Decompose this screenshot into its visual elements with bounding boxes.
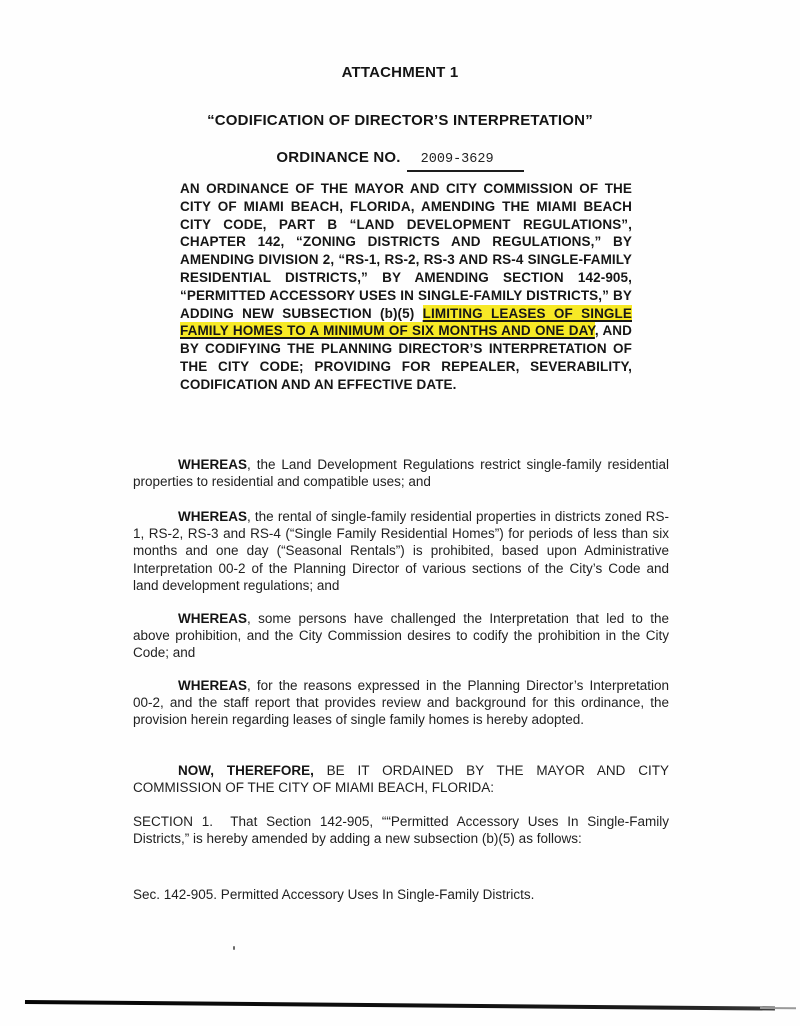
- scan-line-artifact: [25, 1000, 775, 1010]
- paragraph-text: , the rental of single-family residential properties in districts zoned RS-1, RS-2, RS-3 and RS-4 (“Single Family Residential Homes”) for periods of less than six months and one day (“Seasonal Rentals”) is prohibited, based upon Administrative Interpretation 00-2 of the Planning Director of various sections of the City’s Code and land development regulations; and: [133, 508, 669, 594]
- section-1-label: SECTION 1.: [133, 813, 214, 829]
- whereas-paragraph-1: [133, 456, 669, 491]
- now-therefore-keyword: NOW, THEREFORE,: [178, 762, 314, 778]
- ordinance-number-label: ORDINANCE NO.: [276, 149, 401, 166]
- whereas-keyword: WHEREAS: [178, 508, 248, 524]
- paragraph-text: , the Land Development Regulations restrict single-family residential properties to residential and compatible uses; and: [133, 456, 669, 489]
- highlighted-phrase: LIMITING LEASES OF SINGLE FAMILY HOMES TO A MINIMUM OF SIX MONTHS AND ONE DAY: [180, 305, 632, 339]
- ordinance-number-value: 2009-3629: [407, 152, 524, 172]
- paragraph-text: BE IT ORDAINED BY THE MAYOR AND CITY COMMISSION OF THE CITY OF MIAMI BEACH, FLORIDA:: [133, 762, 669, 795]
- ordinance-number-line: [0, 149, 800, 172]
- attachment-title: ATTACHMENT 1: [341, 64, 459, 81]
- section-1-paragraph: [133, 813, 669, 848]
- scan-speck-artifact: [233, 946, 235, 950]
- ordinance-recital-pre: AN ORDINANCE OF THE MAYOR AND CITY COMMISSION OF THE CITY OF MIAMI BEACH, FLORIDA, AMENDING THE MIAMI BEACH CITY CODE, PART B “LAND DEVELOPMENT REGULATIONS”, CHAPTER 142, “ZONING DISTRICTS AND REGULATIONS,” BY AMENDING DIVISION 2, “RS-1, RS-2, RS-3 AND RS-4 SINGLE-FAMILY RESIDENTIAL DISTRICTS,” BY AMENDING SECTION 142-905, “PERMITTED ACCESSORY USES IN SINGLE-FAMILY DISTRICTS,” BY ADDING NEW SUBSECTION (b)(5): [180, 181, 632, 321]
- whereas-paragraph-2: [133, 508, 669, 595]
- ordinance-recital-block: [180, 180, 632, 394]
- now-therefore-paragraph: [133, 762, 669, 797]
- whereas-keyword: WHEREAS: [178, 677, 248, 693]
- scan-line-tail-artifact: [760, 1007, 796, 1009]
- whereas-paragraph-4: [133, 677, 669, 729]
- paragraph-text: That Section 142-905, ““Permitted Accessory Uses In Single-Family Districts,” is hereby amended by adding a new subsection (b)(5) as follows:: [133, 813, 670, 846]
- sec-142-905-heading: Sec. 142-905. Permitted Accessory Uses In Single-Family Districts.: [133, 886, 535, 902]
- whereas-keyword: WHEREAS: [178, 456, 248, 472]
- paragraph-text: , some persons have challenged the Interpretation that led to the above prohibition, and the City Commission desires to codify the prohibition in the City Code; and: [133, 610, 669, 661]
- paragraph-text: , for the reasons expressed in the Planning Director’s Interpretation 00-2, and the staff report that provides review and background for this ordinance, the provision herein regarding leases of single family homes is hereby adopted.: [133, 677, 669, 728]
- whereas-paragraph-3: [133, 610, 669, 662]
- whereas-keyword: WHEREAS: [178, 610, 248, 626]
- ordinance-recital-post: , AND BY CODIFYING THE PLANNING DIRECTOR’S INTERPRETATION OF THE CITY CODE; PROVIDING FOR REPEALER, SEVERABILITY, CODIFICATION AND AN EFFECTIVE DATE.: [180, 323, 633, 392]
- document-title: “CODIFICATION OF DIRECTOR’S INTERPRETATION”: [207, 112, 593, 129]
